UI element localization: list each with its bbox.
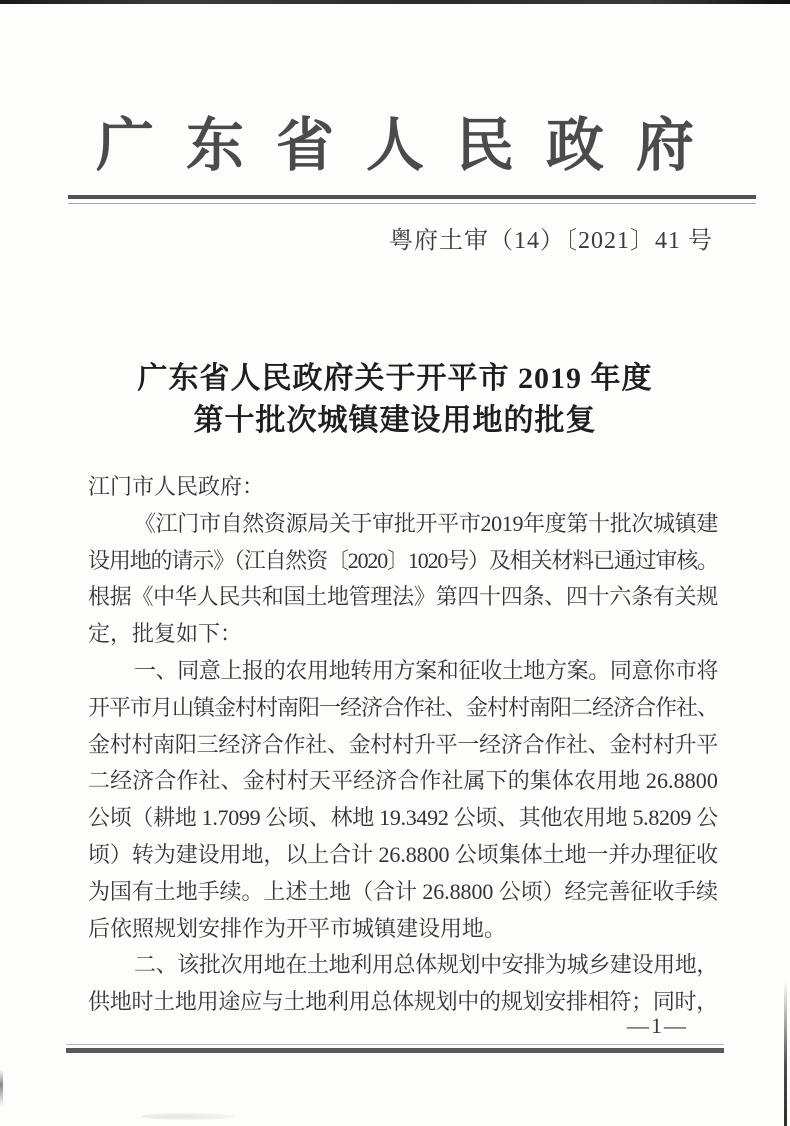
scan-edge-left [0,1070,3,1106]
letterhead-rule-dark [68,195,756,199]
body-line-text: 二经济合作社、金村村天平经济合作社属下的集体农用地 26.8800 [88,768,718,794]
document-title [0,358,790,441]
body-line [88,763,718,800]
body-line [88,579,718,616]
body-line [88,800,718,837]
body-line-text: 顷）转为建设用地，以上合计 26.8800 公顷集体土地一并办理征收 [88,841,718,867]
body-line-text: 公顷（耕地 1.7099 公顷、林地 19.3492 公顷、其他农用地 5.8209 公 [88,805,718,831]
body-line [88,690,718,727]
document-title-line-1: 广东省人民政府关于开平市 2019 年度 [137,362,653,395]
body-line-text: 二、该批次用地在土地利用总体规划中安排为城乡建设用地， [134,952,718,978]
footer-rule-light [66,1044,724,1046]
body-line-text: 一、同意上报的农用地转用方案和征收土地方案。同意你市将 [134,657,718,683]
body-line [88,653,718,690]
body-line [88,506,718,543]
body-line [88,543,718,580]
document-title-line-2: 第十批次城镇建设用地的批复 [193,403,597,437]
body-line-text: 设用地的请示》（江自然资〔2020〕1020号）及相关材料已通过审核。 [88,547,718,573]
document-number: 粤府土审（14）〔2021〕41 号 [389,228,713,254]
body-line-text: 《江门市自然资源局关于审批开平市2019年度第十批次城镇建 [134,510,718,536]
body-line [88,911,718,948]
letterhead-org-name-text: 广东省人民政府 [95,113,726,178]
body-line-text: 后依照规划安排作为开平市城镇建设用地。 [88,915,507,941]
scan-edge-right [784,981,787,1126]
body-line-text: 定，批复如下： [88,621,243,647]
body-line-text: 供地时土地用途应与土地利用总体规划中的规划安排相符；同时， [88,989,718,1015]
body-line [88,984,718,1021]
body-line [88,469,718,506]
body-line-text: 为国有土地手续。上述土地（合计 26.8800 公顷）经完善征收手续 [88,878,718,904]
page-number: —1— [627,1013,688,1038]
body-line [88,837,718,874]
footer-rule-dark [66,1048,724,1053]
body-lines [88,469,718,1021]
body-line [88,874,718,911]
body-line-text: 江门市人民政府： [88,474,265,499]
body-line-text: 开平市月山镇金村村南阳一经济合作社、金村村南阳二经济合作社、 [88,694,718,720]
body-line [88,727,718,764]
letterhead-org-name [0,104,790,188]
body-line [88,947,718,984]
body-line [88,616,718,653]
letterhead-rule-light [68,203,756,205]
scan-smudge [140,1113,235,1120]
body-line-text: 根据《中华人民共和国土地管理法》第四十四条、四十六条有关规 [88,584,718,610]
scan-edge-top [0,0,790,4]
body-line-text: 金村村南阳三经济合作社、金村村升平一经济合作社、金村村升平 [88,731,718,757]
